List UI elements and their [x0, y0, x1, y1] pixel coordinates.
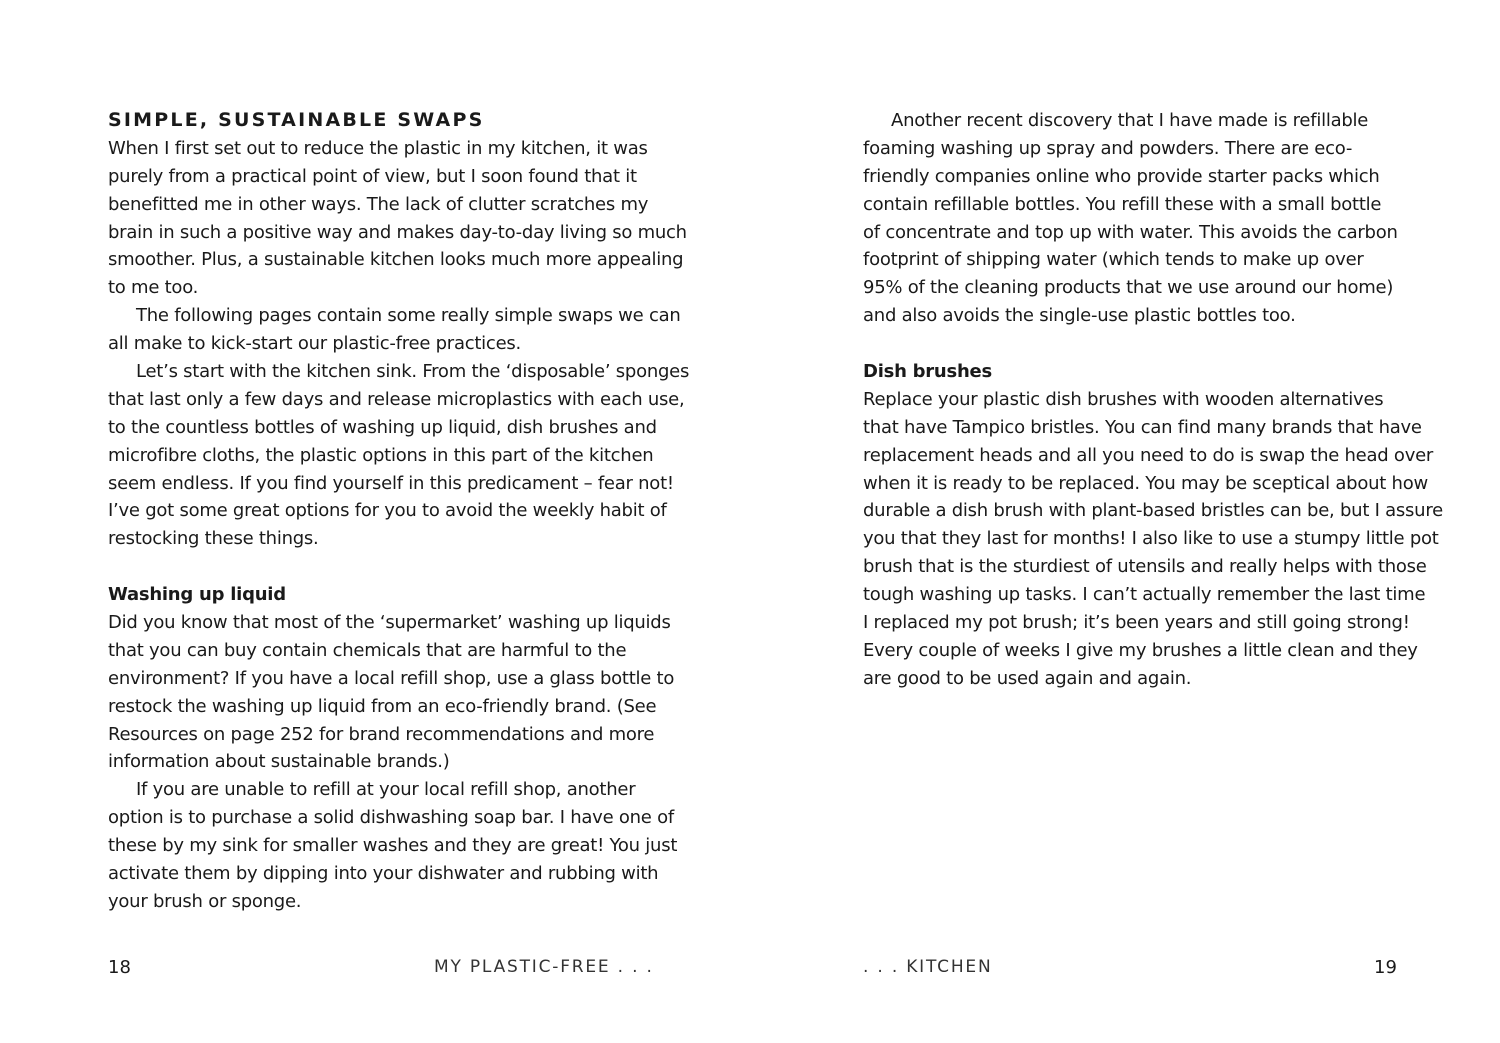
text-line: tough washing up tasks. I can’t actually remember the last time	[863, 584, 1426, 606]
text-line: Did you know that most of the ‘supermarket’ washing up liquids	[108, 612, 671, 634]
dish-brushes-subheading: Dish brushes	[863, 361, 992, 383]
text-line: restock the washing up liquid from an eco-friendly brand. (See	[108, 695, 657, 717]
text-line: I replaced my pot brush; it’s been years and still going strong!	[863, 612, 1410, 634]
washing-up-liquid-paragraph	[108, 609, 675, 776]
text-line: and also avoids the single-use plastic bottles too.	[863, 305, 1296, 327]
text-line: 95% of the cleaning products that we use around our home)	[863, 277, 1394, 299]
text-line: environment? If you have a local refill shop, use a glass bottle to	[108, 667, 675, 689]
paragraph-gap	[863, 330, 1403, 358]
text-line: are good to be used again and again.	[863, 667, 1192, 689]
text-line: durable a dish brush with plant-based bristles can be, but I assure	[863, 500, 1443, 522]
text-line: footprint of shipping water (which tends to make up over	[863, 249, 1364, 271]
running-head-right: . . . KITCHEN	[863, 957, 993, 977]
page-number-right: 19	[1374, 957, 1397, 978]
page-number-left: 18	[108, 957, 131, 978]
text-line: benefitted me in other ways. The lack of clutter scratches my	[108, 193, 649, 215]
running-head-left: MY PLASTIC-FREE . . .	[434, 957, 654, 977]
following-pages-paragraph	[108, 302, 681, 358]
text-line: foaming washing up spray and powders. There are eco-	[863, 137, 1353, 159]
dish-brushes-paragraph	[863, 386, 1443, 693]
text-line: that you can buy contain chemicals that are harmful to the	[108, 639, 627, 661]
text-line: microfibre cloths, the plastic options in this part of the kitchen	[108, 444, 654, 466]
text-line: smoother. Plus, a sustainable kitchen looks much more appealing	[108, 249, 684, 271]
text-line: when it is ready to be replaced. You may be sceptical about how	[863, 472, 1428, 494]
text-line: seem endless. If you find yourself in this predicament – fear not!	[108, 472, 674, 494]
left-text-column	[108, 107, 690, 916]
paragraph-gap	[108, 553, 648, 581]
text-line: purely from a practical point of view, but I soon found that it	[108, 165, 637, 187]
text-line: that have Tampico bristles. You can find many brands that have	[863, 416, 1422, 438]
text-line: When I first set out to reduce the plastic in my kitchen, it was	[108, 137, 648, 159]
text-line: Let’s start with the kitchen sink. From the ‘disposable’ sponges	[136, 361, 690, 383]
text-line: Resources on page 252 for brand recommendations and more	[108, 723, 655, 745]
text-line: information about sustainable brands.)	[108, 751, 450, 773]
soap-bar-paragraph	[108, 776, 678, 915]
text-line: Every couple of weeks I give my brushes a little clean and they	[863, 639, 1418, 661]
text-line: I’ve got some great options for you to avoid the weekly habit of	[108, 500, 667, 522]
text-line: you that they last for months! I also like to use a stumpy little pot	[863, 528, 1439, 550]
text-line: brush that is the sturdiest of utensils and really helps with those	[863, 556, 1427, 578]
text-line: that last only a few days and release microplastics with each use,	[108, 388, 685, 410]
text-line: these by my sink for smaller washes and they are great! You just	[108, 835, 678, 857]
text-line: option is to purchase a solid dishwashing soap bar. I have one of	[108, 807, 674, 829]
kitchen-sink-paragraph	[108, 358, 690, 553]
text-line: your brush or sponge.	[108, 890, 302, 912]
text-line: The following pages contain some really simple swaps we can	[136, 305, 681, 327]
text-line: Another recent discovery that I have made is refillable	[891, 110, 1369, 131]
section-heading: SIMPLE, SUSTAINABLE SWAPS	[108, 109, 485, 131]
text-line: of concentrate and top up with water. This avoids the carbon	[863, 221, 1398, 243]
text-line: to the countless bottles of washing up liquid, dish brushes and	[108, 416, 657, 438]
right-text-column	[863, 107, 1443, 693]
text-line: If you are unable to refill at your local refill shop, another	[136, 779, 636, 801]
text-line: Replace your plastic dish brushes with wooden alternatives	[863, 388, 1384, 410]
text-line: all make to kick-start our plastic-free practices.	[108, 333, 521, 355]
washing-up-liquid-subheading: Washing up liquid	[108, 584, 286, 606]
text-line: replacement heads and all you need to do is swap the head over	[863, 444, 1434, 466]
text-line: to me too.	[108, 277, 199, 299]
text-line: friendly companies online who provide starter packs which	[863, 165, 1380, 187]
text-line: restocking these things.	[108, 528, 319, 550]
refill-spray-paragraph	[863, 107, 1403, 330]
right-page	[750, 0, 1500, 1043]
text-line: activate them by dipping into your dishwater and rubbing with	[108, 863, 659, 885]
text-line: brain in such a positive way and makes day-to-day living so much	[108, 221, 687, 243]
intro-paragraph	[108, 135, 687, 302]
text-line: contain refillable bottles. You refill these with a small bottle	[863, 193, 1382, 215]
